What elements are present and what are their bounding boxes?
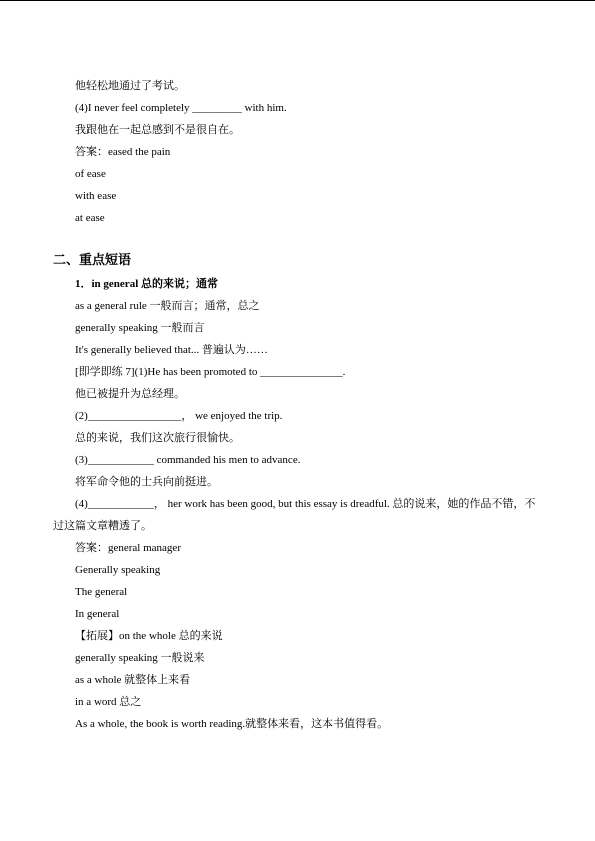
section-title: 二、重点短语 [53,253,132,268]
answer-line: 答案：eased the pain [75,146,171,158]
answer-line: with ease [75,190,117,202]
text-line: generally speaking 一般而言 [75,322,205,334]
extension-heading: 【拓展】on the whole 总的来说 [75,630,223,642]
answer-line: of ease [75,168,106,180]
answer-line: at ease [75,212,105,224]
exercise-item: (3)____________ commanded his men to advance. [75,454,301,466]
text-line: 将军命令他的士兵向前挺进。 [75,476,218,488]
exercise-item: (2)_________________， we enjoyed the trip. [75,410,283,422]
exercise-item: [即学即练 7](1)He has been promoted to _______________. [75,366,346,378]
text-line: as a whole 就整体上来看 [75,674,191,686]
exercise-item: (4)I never feel completely _________ with him. [75,102,287,114]
phrase-heading: 1．in general 总的来说；通常 [75,278,218,290]
answer-line: In general [75,608,120,620]
text-line: generally speaking 一般说来 [75,652,205,664]
text-line: as a general rule 一般而言；通常，总之 [75,300,260,312]
answer-line: The general [75,586,128,598]
text-line: 总的来说，我们这次旅行很愉快。 [75,432,240,444]
text-line: It's generally believed that... 普遍认为…… [75,344,268,356]
text-line: in a word 总之 [75,696,142,708]
example-sentence: As a whole, the book is worth reading.就整体来看，这本书值得看。 [75,718,389,730]
answer-line: 答案：general manager [75,542,181,554]
text-line: 我跟他在一起总感到不是很自在。 [75,124,240,136]
text-line: 他已被提升为总经理。 [75,388,185,400]
page-top-border [0,0,595,1]
text-line: 他轻松地通过了考试。 [75,80,185,92]
answer-line: Generally speaking [75,564,161,576]
exercise-paragraph: (4)____________， her work has been good, but this essay is dreadful. 总的说来，她的作品不错，不过这篇文章糟透了。 [53,498,536,532]
